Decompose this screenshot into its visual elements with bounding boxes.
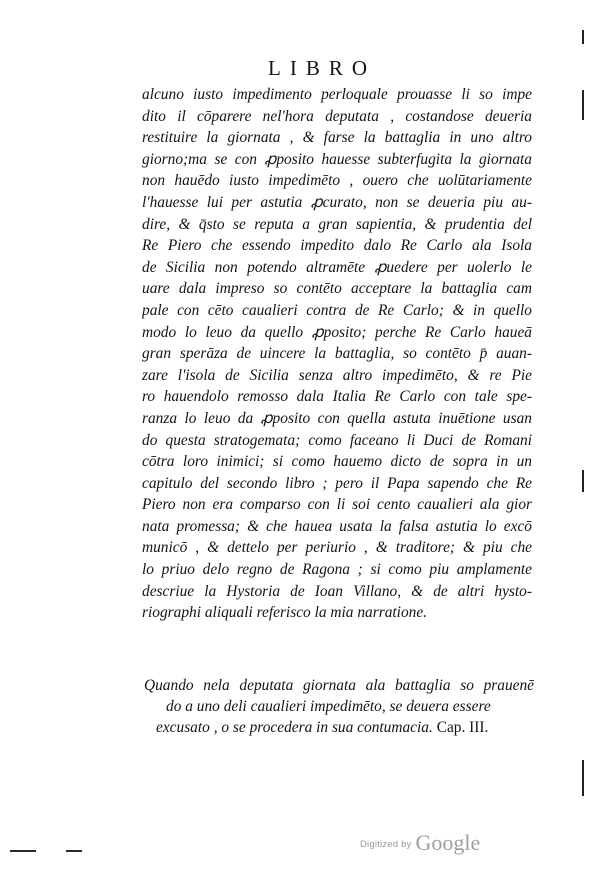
text-line: l'hauesse lui per astutia ꝓcurato, non se deueria piu au- (142, 193, 532, 211)
text-line: alcuno iusto impedimento perloquale prouasse li so impe (142, 86, 532, 103)
text-line: restituire la giornata , & farse la battaglia in uno altro (142, 129, 532, 147)
text-line: non hauēdo iusto impedimēto , ouero che uolūtariamente (142, 172, 532, 190)
page-edge-mark (582, 90, 584, 120)
text-line: pale con cēto caualieri contra de Re Carlo; & in quello (142, 301, 532, 319)
chapter-heading-line: Quando nela deputata giornata ala battaglia so prauenē (144, 677, 534, 694)
text-line: Re Piero che essendo impedito dalo Re Carlo ala Isola (142, 237, 532, 255)
page-edge-mark (582, 760, 584, 796)
page-edge-mark (582, 470, 584, 492)
text-line: Piero non era comparso con li soi cento caualieri ala gior (142, 496, 532, 514)
page-edge-mark (582, 30, 584, 44)
text-line: riographi aliquali referisco la mia narratione. (142, 604, 428, 622)
text-line: do questa stratogemata; como faceano li Duci de Romani (142, 431, 532, 449)
running-header: LIBRO (268, 56, 376, 80)
text-line: lo priuo delo regno de Ragona ; si como piu amplamente (142, 561, 532, 579)
text-line: de Sicilia non potendo altramēte ꝓuedere per uolerlo le (142, 258, 532, 276)
bottom-rule-right (66, 850, 82, 852)
text-line: capitulo del secondo libro ; pero il Papa sapendo che Re (142, 474, 532, 492)
chapter-heading-line: do a uno deli caualieri impedimēto, se deuera essere (166, 698, 491, 716)
text-line: descriue la Hystoria de Ioan Villano, & de altri hysto- (142, 582, 532, 600)
chapter-number: Cap. III. (436, 719, 489, 737)
body-text (142, 84, 532, 624)
bottom-rule-left (10, 850, 36, 852)
text-line: modo lo leuo da quello ꝓposito; perche Re Carlo haueā (142, 323, 532, 341)
text-line: dito il cōparere nel'hora deputata , costandose deueria (142, 107, 532, 125)
chapter-heading-line (142, 717, 534, 738)
text-line: nata promessa; & che hauea usata la falsa astutia lo excō (142, 517, 532, 535)
text-line: zare l'isola de Sicilia senza altro impedimēto, & re Pie (142, 366, 532, 384)
text-line: ro hauendolo remosso dala Italia Re Carlo con tale spe- (142, 388, 532, 406)
text-line: giorno;ma se con ꝓposito hauesse subterfugita la giornata (142, 150, 532, 168)
google-watermark (360, 830, 480, 856)
text-line: ranza lo leuo da ꝓposito con quella astuta inuētione usan (142, 409, 532, 427)
text-line: gran sperāza de uincere la battaglia, so contēto p̄ auan- (142, 345, 532, 363)
google-logo: Google (415, 830, 481, 855)
chapter-heading-text: excusato , o se procedera in sua contumacia. (156, 719, 433, 737)
text-line: uare dala impreso so contēto acceptare la battaglia cam (142, 280, 532, 298)
watermark-prefix: Digitized by (360, 839, 412, 850)
text-line: municō , & dettelo per periurio , & traditore; & piu che (142, 539, 532, 557)
chapter-heading (142, 675, 534, 739)
text-line: dire, & q̄sto se reputa a gran sapientia, & prudentia del (142, 215, 532, 233)
text-line: cōtra loro inimici; si como hauemo dicto de sopra in un (142, 453, 532, 471)
